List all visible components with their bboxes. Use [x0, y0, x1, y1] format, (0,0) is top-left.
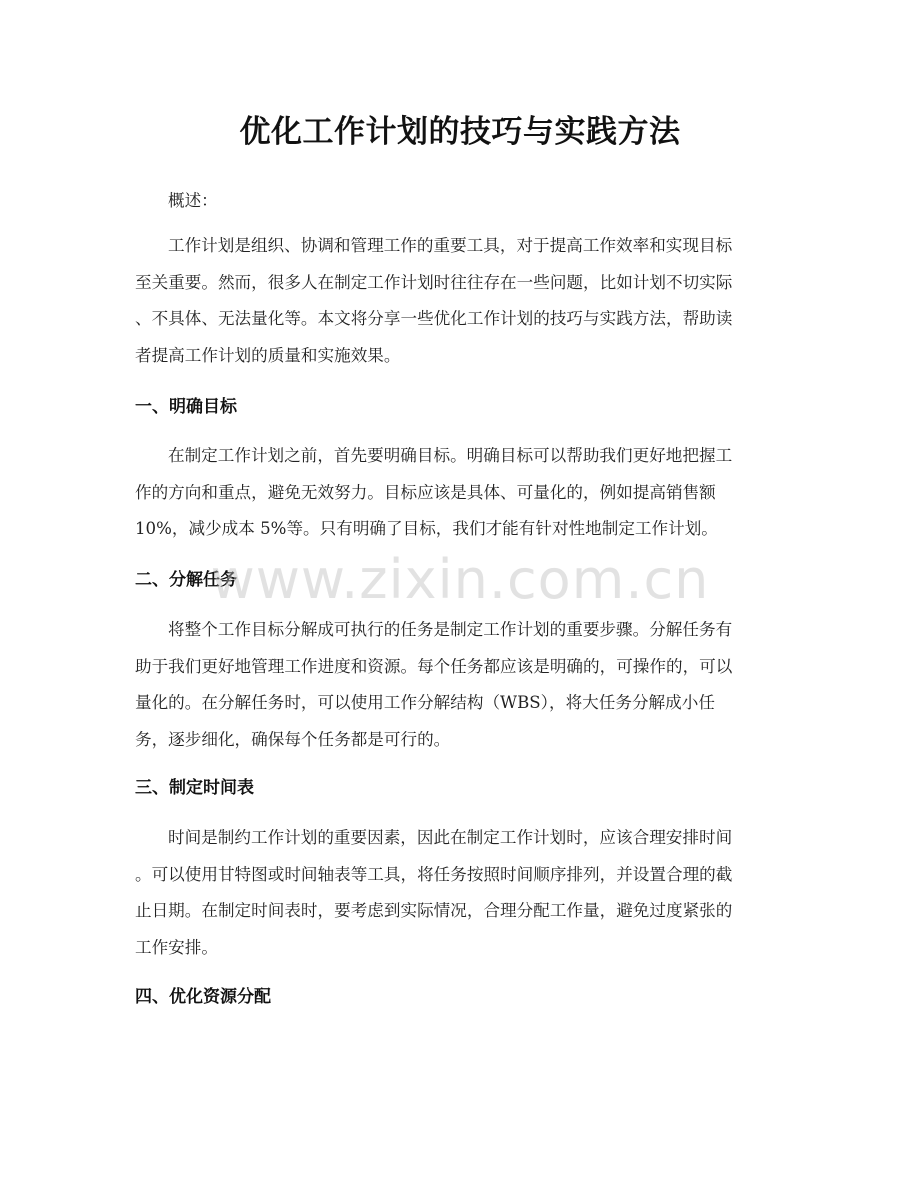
section-paragraph-1: [135, 438, 789, 548]
paragraph-line: 将整个工作目标分解成可执行的任务是制定工作计划的重要步骤。分解任务有: [168, 620, 733, 639]
section-paragraph-3: [135, 820, 789, 966]
paragraph-line: 在制定工作计划之前，首先要明确目标。明确目标可以帮助我们更好地把握工: [168, 446, 733, 465]
paragraph-line: 至关重要。然而，很多人在制定工作计划时往往存在一些问题，比如计划不切实际: [135, 272, 733, 292]
paragraph-line: 工作安排。: [135, 937, 218, 957]
section-heading-2: 二、分解任务: [135, 570, 237, 590]
paragraph-line: 、不具体、无法量化等。本文将分享一些优化工作计划的技巧与实践方法，帮助读: [135, 309, 733, 328]
section-paragraph-2: [135, 612, 789, 758]
watermark: www.zixin.com.cn: [210, 548, 710, 611]
section-heading-1: 一、明确目标: [135, 397, 237, 417]
paragraph-line: 止日期。在制定时间表时，要考虑到实际情况，合理分配工作量，避免过度紧张的: [135, 901, 733, 920]
paragraph-line: 工作计划是组织、协调和管理工作的重要工具，对于提高工作效率和实现目标: [168, 236, 733, 255]
paragraph-line: 。可以使用甘特图或时间轴表等工具，将任务按照时间顺序排列，并设置合理的截: [135, 864, 733, 884]
intro-paragraph: [135, 228, 789, 374]
paragraph-line: 助于我们更好地管理工作进度和资源。每个任务都应该是明确的，可操作的，可以: [135, 656, 733, 676]
paragraph-line: 者提高工作计划的质量和实施效果。: [135, 345, 401, 365]
paragraph-line: 10%，减少成本 5%等。只有明确了目标，我们才能有针对性地制定工作计划。: [135, 519, 718, 538]
overview-label: 概述：: [168, 191, 218, 210]
paragraph-line: 务，逐步细化，确保每个任务都是可行的。: [135, 729, 451, 749]
paragraph-line: 作的方向和重点，避免无效努力。目标应该是具体、可量化的，例如提高销售额: [135, 482, 716, 502]
section-heading-3: 三、制定时间表: [135, 778, 254, 798]
paragraph-line: 量化的。在分解任务时，可以使用工作分解结构（WBS），将大任务分解成小任: [135, 693, 715, 712]
paragraph-line: 时间是制约工作计划的重要因素，因此在制定工作计划时，应该合理安排时间: [168, 828, 733, 847]
section-heading-4: 四、优化资源分配: [135, 987, 271, 1007]
page-title: 优化工作计划的技巧与实践方法: [239, 114, 681, 150]
